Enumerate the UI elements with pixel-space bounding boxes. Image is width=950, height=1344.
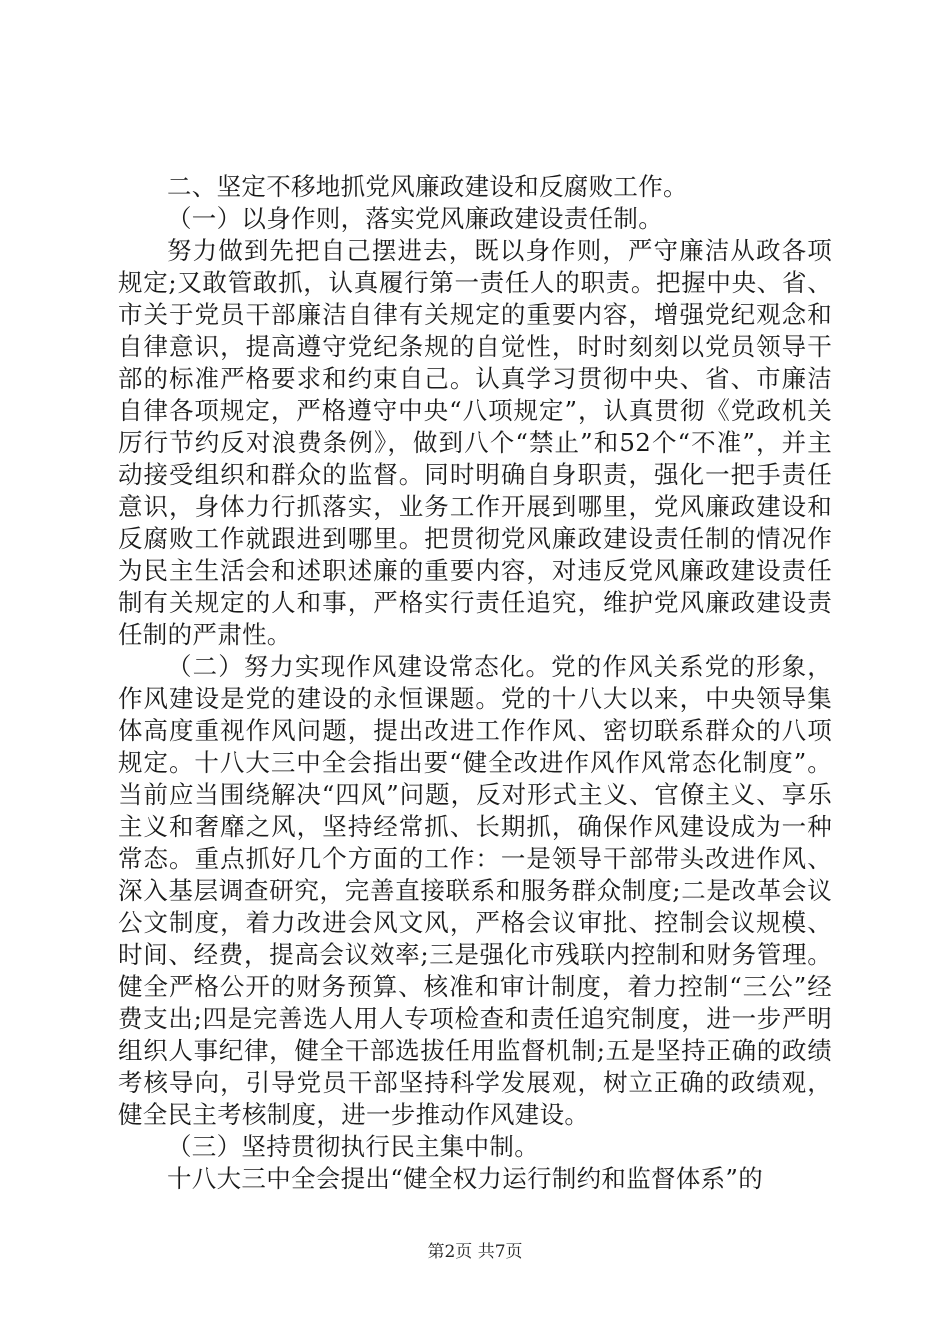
document-body — [118, 171, 832, 1195]
subsection-heading-1: （一）以身作则，落实党风廉政建设责任制。 — [167, 204, 663, 233]
body-paragraph-3: 十八大三中全会提出“健全权力运行制约和监督体系”的 — [167, 1164, 764, 1193]
body-paragraph-1: 努力做到先把自己摆进去，既以身作则，严守廉洁从政各项规定;又敢管敢抓，认真履行第一责任人的职责。把握中央、省、市关于党员干部廉洁自律有关规定的重要内容，增强党纪观念和自律意识，提高遵守党纪条规的自觉性，时时刻刻以党员领导干部的标准严格要求和约束自己。认真学习贯彻中央、省、市廉洁自律各项规定，严格遵守中央“八项规定”，认真贯彻《党政机关厉行节约反对浪费条例》，做到八个“禁止”和52个“不准”，并主动接受组织和群众的监督。同时明确自身职责，强化一把手责任意识，身体力行抓落实，业务工作开展到哪里，党风廉政建设和反腐败工作就跟进到哪里。把贯彻党风廉政建设责任制的情况作为民主生活会和述职述廉的重要内容，对违反党风廉政建设责任制有关规定的人和事，严格实行责任追究，维护党风廉政建设责任制的严肃性。 — [118, 236, 832, 649]
page-number-footer: 第2页 共7页 — [427, 1242, 523, 1262]
subsection-heading-3: （三）坚持贯彻执行民主集中制。 — [167, 1132, 539, 1161]
section-heading: 二、坚定不移地抓党风廉政建设和反腐败工作。 — [167, 172, 688, 201]
body-paragraph-2: （二）努力实现作风建设常态化。党的作风关系党的形象，作风建设是党的建设的永恒课题。党的十八大以来，中央领导集体高度重视作风问题，提出改进工作作风、密切联系群众的八项规定。十八大三中全会指出要“健全改进作风作风常态化制度”。当前应当围绕解决“四风”问题，反对形式主义、官僚主义、享乐主义和奢靡之风，坚持经常抓、长期抓，确保作风建设成为一种常态。重点抓好几个方面的工作：一是领导干部带头改进作风、深入基层调查研究，完善直接联系和服务群众制度;二是改革会议公文制度，着力改进会风文风，严格会议审批、控制会议规模、时间、经费，提高会议效率;三是强化市残联内控制和财务管理。健全严格公开的财务预算、核准和审计制度，着力控制“三公”经费支出;四是完善选人用人专项检查和责任追究制度，进一步严明组织人事纪律，健全干部选拔任用监督机制;五是坚持正确的政绩考核导向，引导党员干部坚持科学发展观，树立正确的政绩观，健全民主考核制度，进一步推动作风建设。 — [118, 652, 832, 1129]
